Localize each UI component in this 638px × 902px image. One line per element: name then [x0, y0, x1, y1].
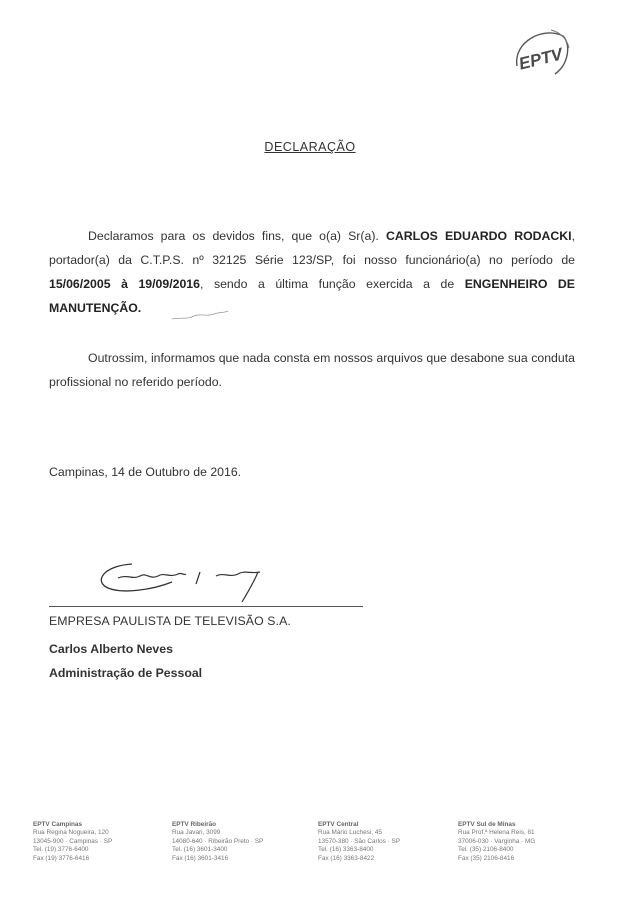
ink-mark — [170, 308, 230, 322]
company-name: EMPRESA PAULISTA DE TELEVISÃO S.A. — [49, 614, 291, 628]
paragraph1-text-a: Declaramos para os devidos fins, que o(a) Sr(a). — [88, 229, 386, 243]
city-date: Campinas, 14 de Outubro de 2016. — [49, 465, 242, 479]
signer-name: Carlos Alberto Neves — [49, 642, 173, 656]
footer-address-line: Rua Mário Luchesi, 45 — [318, 829, 382, 837]
footer-office-campinas — [33, 821, 153, 863]
footer-phone-line: Tel. (35) 2106-8400 — [458, 846, 514, 854]
conduct-paragraph — [49, 346, 575, 394]
conduct-text: Outrossim, informamos que nada consta em nossos arquivos que desabone sua conduta profissional no referido período. — [49, 351, 575, 389]
employment-period: 15/06/2005 à 19/09/2016 — [49, 277, 200, 291]
paragraph1-text-c: , sendo a última função exercida a de — [200, 277, 465, 291]
footer-office-ribeirao — [172, 821, 292, 863]
handwritten-signature — [92, 550, 292, 602]
footer-fax-line: Fax (16) 3601-3416 — [172, 854, 229, 862]
footer-address-line: 13045-900 · Campinas · SP — [33, 837, 113, 845]
eptv-logo-text: EPTV — [516, 44, 565, 74]
document-title: DECLARAÇÃO — [264, 140, 356, 154]
footer-office-central — [318, 821, 438, 863]
eptv-logo-mark — [505, 22, 573, 84]
declaration-paragraph — [49, 224, 575, 320]
footer-address-line: 13570-380 · São Carlos · SP — [318, 837, 401, 845]
signature-line — [49, 606, 363, 607]
footer-fax-line: Fax (16) 3363-8422 — [318, 854, 375, 862]
footer-address-line: Rua Javari, 3099 — [172, 829, 221, 837]
footer-phone-line: Tel. (16) 3601-3400 — [172, 846, 228, 854]
footer-address-line: 37006-030 · Varginha · MG — [458, 837, 536, 845]
signer-department: Administração de Pessoal — [49, 666, 203, 680]
footer-address-line: Rua Prof.ª Helena Reis, 81 — [458, 829, 535, 837]
paragraph1-text-b: , portador(a) da C.T.P.S. nº 32125 Série 123/SP, foi nosso funcionário(a) no período de — [49, 229, 575, 267]
footer-address-line: 14080-640 · Ribeirão Preto · SP — [172, 837, 264, 845]
footer-office-name: EPTV Sul de Minas — [458, 821, 516, 828]
eptv-logo — [505, 22, 573, 84]
employee-name: CARLOS EDUARDO RODACKI — [385, 229, 572, 243]
footer-phone-line: Tel. (16) 3363-8400 — [318, 846, 374, 854]
footer-address-line: Rua Regina Nogueira, 120 — [33, 829, 109, 837]
footer-office-name: EPTV Ribeirão — [172, 821, 217, 828]
footer-office-name: EPTV Central — [318, 821, 359, 828]
employee-role: ENGENHEIRO DE MANUTENÇÃO. — [49, 277, 576, 315]
footer-fax-line: Fax (35) 2106-8416 — [458, 854, 515, 862]
footer-fax-line: Fax (19) 3776-6416 — [33, 854, 90, 862]
footer-office-sul-de-minas — [458, 821, 578, 863]
footer-office-name: EPTV Campinas — [33, 821, 83, 828]
footer-phone-line: Tel. (19) 3776-6400 — [33, 846, 89, 854]
